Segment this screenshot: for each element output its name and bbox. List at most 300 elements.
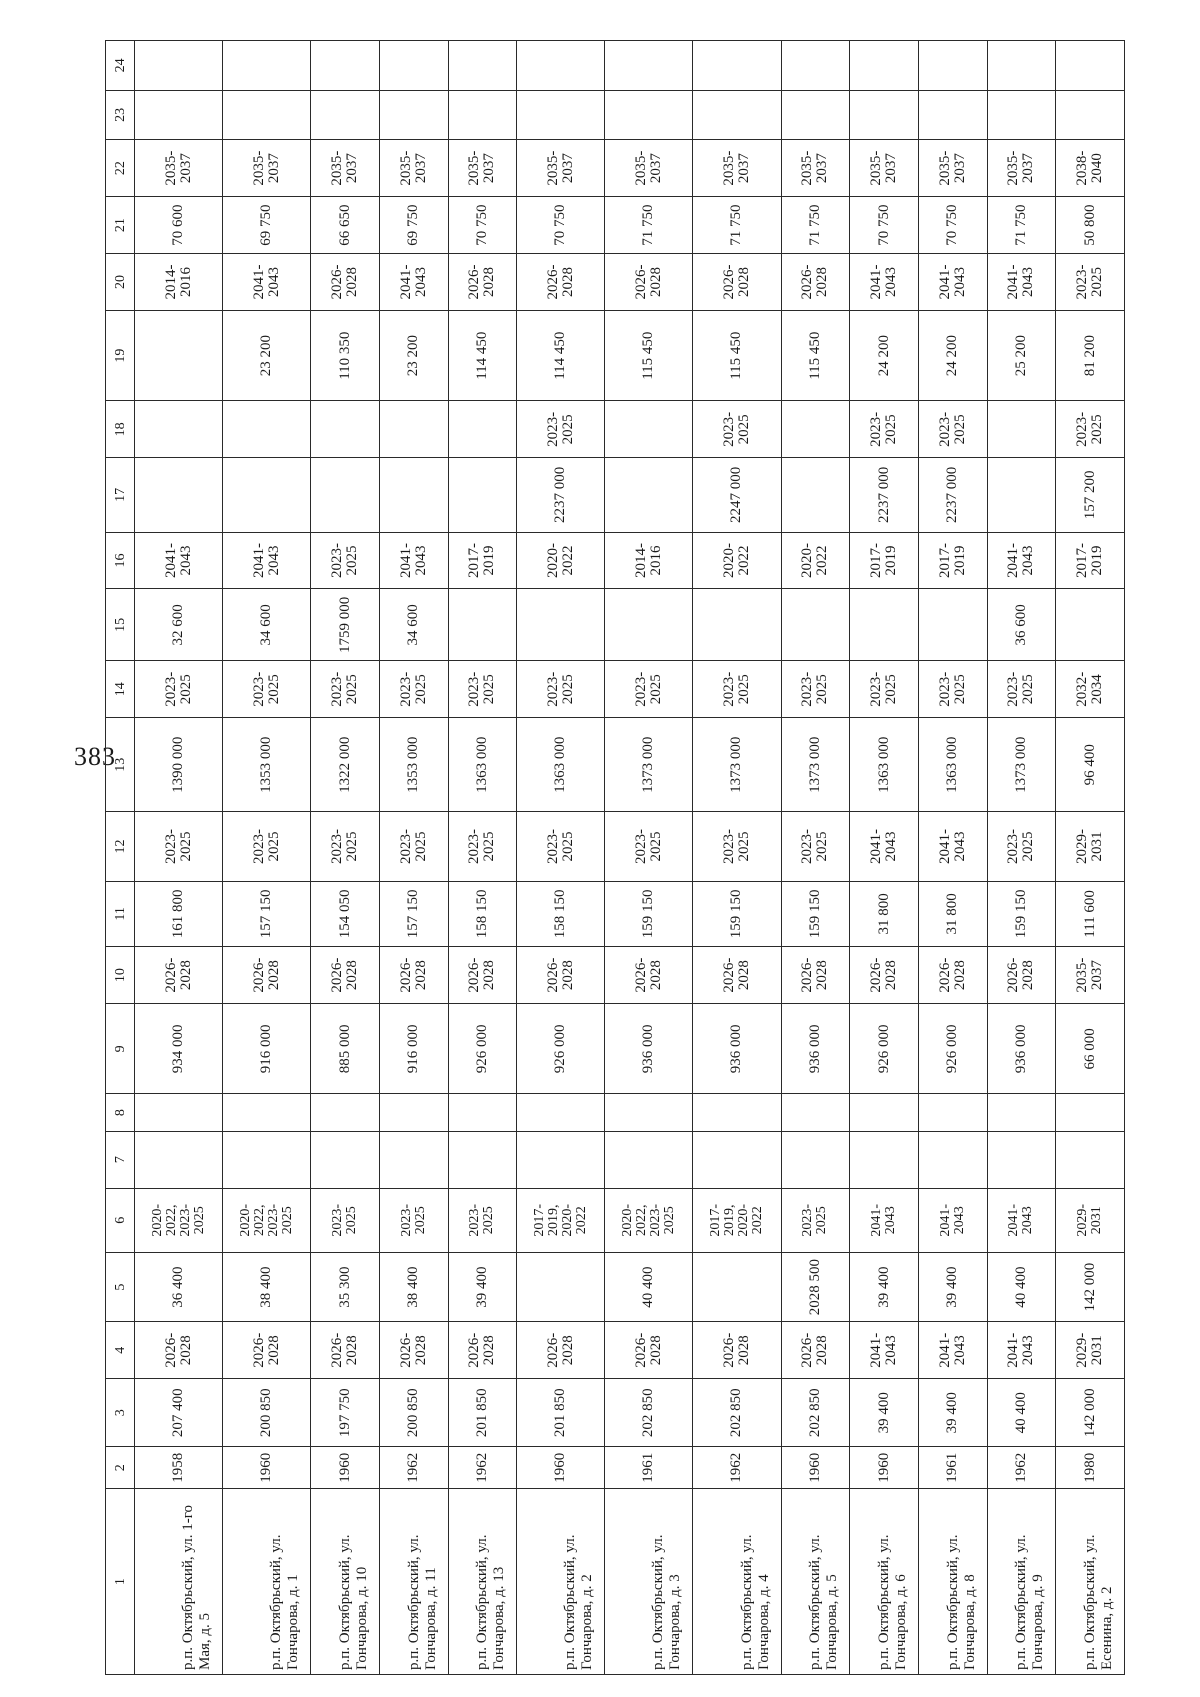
table-cell: 23 200 — [223, 310, 311, 400]
table-cell: 2017-2019 — [1056, 532, 1125, 589]
table-cell — [987, 1094, 1056, 1131]
table-cell: 142 000 — [1056, 1252, 1125, 1321]
table-cell: 1962 — [448, 1447, 517, 1489]
table-cell: 2041-2043 — [223, 532, 311, 589]
table-cell — [605, 1131, 693, 1188]
table-cell: 2023-2025 — [379, 661, 448, 718]
table-cell: 81 200 — [1056, 310, 1125, 400]
table-cell — [850, 589, 919, 661]
column-header-11: 11 — [106, 881, 135, 947]
table-cell: 2026-2028 — [379, 1322, 448, 1379]
table-cell: 2041-2043 — [918, 1322, 987, 1379]
table-cell: 24 200 — [850, 310, 919, 400]
table-cell: 2020-2022, 2023-2025 — [223, 1188, 311, 1252]
table-cell — [850, 90, 919, 140]
column-header-9: 9 — [106, 1004, 135, 1094]
table-cell: 2026-2028 — [448, 1322, 517, 1379]
table-cell: 1363 000 — [448, 718, 517, 812]
table-cell: 2026-2028 — [781, 947, 850, 1004]
table-row — [850, 41, 919, 1675]
table-cell: 2023-2025 — [850, 661, 919, 718]
table-cell: 2026-2028 — [850, 947, 919, 1004]
table-cell — [135, 41, 223, 91]
table-cell: 36 400 — [135, 1252, 223, 1321]
table-cell: 1962 — [693, 1447, 781, 1489]
column-header-21: 21 — [106, 197, 135, 254]
table-cell: 2023-2025 — [223, 661, 311, 718]
table-cell: 2026-2028 — [311, 254, 380, 311]
address-cell: р.п. Октябрьский, ул. Есенина, д. 2 — [1056, 1489, 1125, 1675]
table-cell — [693, 90, 781, 140]
address-cell: р.п. Октябрьский, ул. Гончарова, д. 10 — [311, 1489, 380, 1675]
table-cell: 2041-2043 — [379, 254, 448, 311]
table-cell: 2237 000 — [517, 458, 605, 532]
table-cell: 926 000 — [918, 1004, 987, 1094]
table-cell: 38 400 — [223, 1252, 311, 1321]
table-cell: 2035-2037 — [517, 140, 605, 197]
table-cell: 202 850 — [693, 1379, 781, 1447]
table-cell: 2026-2028 — [223, 947, 311, 1004]
table-cell: 2041-2043 — [987, 254, 1056, 311]
address-cell: р.п. Октябрьский, ул. Гончарова, д. 11 — [379, 1489, 448, 1675]
table-cell: 2023-2025 — [693, 401, 781, 458]
table-cell — [311, 458, 380, 532]
table-cell: 2023-2025 — [135, 661, 223, 718]
table-cell: 1962 — [379, 1447, 448, 1489]
column-header-14: 14 — [106, 661, 135, 718]
table-cell: 2023-2025 — [781, 1188, 850, 1252]
table-cell: 2026-2028 — [693, 947, 781, 1004]
table-cell: 2023-2025 — [605, 812, 693, 881]
table-cell — [605, 589, 693, 661]
table-cell: 40 400 — [987, 1379, 1056, 1447]
table-cell: 2023-2025 — [311, 1188, 380, 1252]
table-cell: 31 800 — [918, 881, 987, 947]
table-cell — [448, 589, 517, 661]
table-cell: 2023-2025 — [448, 661, 517, 718]
table-cell — [311, 41, 380, 91]
table-cell: 39 400 — [850, 1379, 919, 1447]
table-cell: 39 400 — [850, 1252, 919, 1321]
table-cell: 2041-2043 — [850, 254, 919, 311]
table-cell: 70 750 — [517, 197, 605, 254]
table-cell: 2023-2025 — [918, 661, 987, 718]
table-cell: 2026-2028 — [311, 947, 380, 1004]
table-cell — [693, 1094, 781, 1131]
table-cell — [987, 1131, 1056, 1188]
column-header-19: 19 — [106, 310, 135, 400]
table-cell: 2023-2025 — [781, 661, 850, 718]
table-cell: 2014-2016 — [605, 532, 693, 589]
table-cell: 2026-2028 — [987, 947, 1056, 1004]
table-cell: 70 750 — [918, 197, 987, 254]
table-cell: 2028 500 — [781, 1252, 850, 1321]
table-cell — [379, 90, 448, 140]
table-cell: 197 750 — [311, 1379, 380, 1447]
table-cell: 24 200 — [918, 310, 987, 400]
table-cell: 201 850 — [517, 1379, 605, 1447]
table-cell: 2029-2031 — [1056, 812, 1125, 881]
table-cell: 71 750 — [781, 197, 850, 254]
table-cell — [379, 41, 448, 91]
table-cell: 2041-2043 — [918, 1188, 987, 1252]
table-cell — [448, 41, 517, 91]
table-cell: 926 000 — [517, 1004, 605, 1094]
table-cell: 2023-2025 — [379, 812, 448, 881]
table-cell — [517, 41, 605, 91]
table-cell: 142 000 — [1056, 1379, 1125, 1447]
table-cell — [781, 589, 850, 661]
table-cell: 115 450 — [693, 310, 781, 400]
table-cell: 2026-2028 — [517, 947, 605, 1004]
address-cell: р.п. Октябрьский, ул. Гончарова, д. 13 — [448, 1489, 517, 1675]
table-cell: 202 850 — [605, 1379, 693, 1447]
table-row — [987, 41, 1056, 1675]
table-cell: 2023-2025 — [311, 812, 380, 881]
column-header-22: 22 — [106, 140, 135, 197]
table-cell: 2041-2043 — [850, 812, 919, 881]
table-cell: 936 000 — [987, 1004, 1056, 1094]
table-cell — [517, 589, 605, 661]
table-cell — [311, 90, 380, 140]
table-row — [918, 41, 987, 1675]
table-cell: 25 200 — [987, 310, 1056, 400]
table-cell: 2041-2043 — [918, 254, 987, 311]
table-cell: 2023-2025 — [311, 532, 380, 589]
table-cell: 23 200 — [379, 310, 448, 400]
column-header-16: 16 — [106, 532, 135, 589]
table-cell: 2035-2037 — [135, 140, 223, 197]
table-cell: 2026-2028 — [693, 254, 781, 311]
table-cell: 71 750 — [693, 197, 781, 254]
table-cell — [605, 458, 693, 532]
table-cell: 71 750 — [987, 197, 1056, 254]
table-cell: 32 600 — [135, 589, 223, 661]
table-cell: 2023-2025 — [517, 661, 605, 718]
address-cell: р.п. Октябрьский, ул. Гончарова, д. 1 — [223, 1489, 311, 1675]
table-cell — [781, 458, 850, 532]
table-cell: 1373 000 — [781, 718, 850, 812]
table-cell: 2020-2022 — [693, 532, 781, 589]
table-cell: 2237 000 — [850, 458, 919, 532]
table-cell: 2023-2025 — [517, 812, 605, 881]
table-cell: 201 850 — [448, 1379, 517, 1447]
table-cell: 2017-2019, 2020-2022 — [517, 1188, 605, 1252]
column-header-15: 15 — [106, 589, 135, 661]
table-cell: 114 450 — [517, 310, 605, 400]
table-cell — [311, 401, 380, 458]
table-row — [517, 41, 605, 1675]
table-cell: 2023-2025 — [693, 661, 781, 718]
table-cell: 2026-2028 — [448, 254, 517, 311]
table-cell: 2017-2019 — [918, 532, 987, 589]
table-row — [605, 41, 693, 1675]
table-cell: 2041-2043 — [223, 254, 311, 311]
table-cell — [781, 1094, 850, 1131]
table-cell: 2035-2037 — [311, 140, 380, 197]
table-cell: 2035-2037 — [987, 140, 1056, 197]
table-cell — [311, 1094, 380, 1131]
table-cell: 39 400 — [918, 1379, 987, 1447]
table-cell — [781, 41, 850, 91]
table-cell: 159 150 — [781, 881, 850, 947]
table-cell: 2038-2040 — [1056, 140, 1125, 197]
table-cell: 936 000 — [605, 1004, 693, 1094]
table-cell: 2035-2037 — [605, 140, 693, 197]
table-cell: 2041-2043 — [987, 1188, 1056, 1252]
table-header-row — [106, 41, 135, 1675]
table-cell: 1759 000 — [311, 589, 380, 661]
table-cell: 2026-2028 — [379, 947, 448, 1004]
table-cell: 39 400 — [918, 1252, 987, 1321]
table-cell: 2035-2037 — [693, 140, 781, 197]
table-cell: 2035-2037 — [918, 140, 987, 197]
table-cell: 2026-2028 — [781, 254, 850, 311]
table-cell — [135, 401, 223, 458]
table-cell: 40 400 — [987, 1252, 1056, 1321]
table-cell — [223, 401, 311, 458]
table-cell: 2023-2025 — [1056, 254, 1125, 311]
table-cell — [918, 1131, 987, 1188]
table-cell: 38 400 — [379, 1252, 448, 1321]
table-cell: 1980 — [1056, 1447, 1125, 1489]
table-row — [781, 41, 850, 1675]
table-cell — [379, 401, 448, 458]
table-cell — [448, 90, 517, 140]
table-cell: 2026-2028 — [605, 1322, 693, 1379]
table-cell: 2026-2028 — [311, 1322, 380, 1379]
table-cell: 2026-2028 — [135, 947, 223, 1004]
table-cell — [693, 1252, 781, 1321]
table-cell: 96 400 — [1056, 718, 1125, 812]
table-cell — [379, 1131, 448, 1188]
table-cell: 157 150 — [379, 881, 448, 947]
table-cell: 2020-2022 — [781, 532, 850, 589]
table-cell — [517, 90, 605, 140]
page-number: 383 — [74, 742, 116, 771]
column-header-1: 1 — [106, 1489, 135, 1675]
table-cell: 35 300 — [311, 1252, 380, 1321]
table-cell: 2023-2025 — [850, 401, 919, 458]
table-cell — [781, 1131, 850, 1188]
table-cell: 2023-2025 — [448, 812, 517, 881]
table-cell: 2023-2025 — [223, 812, 311, 881]
table-cell — [918, 1094, 987, 1131]
table-cell: 1373 000 — [693, 718, 781, 812]
table-cell: 2020-2022, 2023-2025 — [135, 1188, 223, 1252]
table-cell: 2041-2043 — [135, 532, 223, 589]
table-cell: 2041-2043 — [987, 532, 1056, 589]
table-cell: 926 000 — [850, 1004, 919, 1094]
table-cell: 2026-2028 — [781, 1322, 850, 1379]
column-header-8: 8 — [106, 1094, 135, 1131]
table-cell — [918, 90, 987, 140]
table-cell: 2029-2031 — [1056, 1188, 1125, 1252]
table-cell: 115 450 — [605, 310, 693, 400]
column-header-4: 4 — [106, 1322, 135, 1379]
table-cell: 2023-2025 — [379, 1188, 448, 1252]
column-header-7: 7 — [106, 1131, 135, 1188]
column-header-6: 6 — [106, 1188, 135, 1252]
table-cell — [693, 1131, 781, 1188]
table-cell: 916 000 — [379, 1004, 448, 1094]
table-cell — [693, 589, 781, 661]
table-cell — [223, 1094, 311, 1131]
column-header-5: 5 — [106, 1252, 135, 1321]
address-cell: р.п. Октябрьский, ул. Гончарова, д. 8 — [918, 1489, 987, 1675]
table-cell: 161 800 — [135, 881, 223, 947]
table-cell: 111 600 — [1056, 881, 1125, 947]
table-cell: 936 000 — [693, 1004, 781, 1094]
table-cell: 2035-2037 — [379, 140, 448, 197]
column-header-10: 10 — [106, 947, 135, 1004]
table-cell — [223, 458, 311, 532]
table-cell — [1056, 41, 1125, 91]
column-header-18: 18 — [106, 401, 135, 458]
table-cell: 1373 000 — [987, 718, 1056, 812]
table-cell — [311, 1131, 380, 1188]
table-cell — [693, 41, 781, 91]
table-cell: 2017-2019 — [448, 532, 517, 589]
table-cell: 2026-2028 — [135, 1322, 223, 1379]
rotated-table-frame — [105, 40, 1125, 1675]
table-cell: 926 000 — [448, 1004, 517, 1094]
table-cell: 2023-2025 — [781, 812, 850, 881]
table-cell: 70 600 — [135, 197, 223, 254]
table-cell — [448, 401, 517, 458]
table-cell: 31 800 — [850, 881, 919, 947]
table-cell: 69 750 — [379, 197, 448, 254]
table-cell — [517, 1252, 605, 1321]
table-cell: 916 000 — [223, 1004, 311, 1094]
table-row — [1056, 41, 1125, 1675]
column-header-24: 24 — [106, 41, 135, 91]
table-cell — [987, 401, 1056, 458]
table-cell: 2026-2028 — [517, 1322, 605, 1379]
table-cell: 66 000 — [1056, 1004, 1125, 1094]
table-cell — [135, 310, 223, 400]
table-cell — [223, 1131, 311, 1188]
table-cell — [1056, 90, 1125, 140]
table-cell: 934 000 — [135, 1004, 223, 1094]
table-cell — [781, 401, 850, 458]
table-cell: 207 400 — [135, 1379, 223, 1447]
table-cell: 2247 000 — [693, 458, 781, 532]
table-cell: 2023-2025 — [448, 1188, 517, 1252]
table-cell — [987, 90, 1056, 140]
table-cell: 2026-2028 — [605, 947, 693, 1004]
table-cell: 202 850 — [781, 1379, 850, 1447]
address-cell: р.п. Октябрьский, ул. Гончарова, д. 2 — [517, 1489, 605, 1675]
table-cell: 1373 000 — [605, 718, 693, 812]
table-cell: 1960 — [781, 1447, 850, 1489]
table-cell: 34 600 — [223, 589, 311, 661]
table-cell — [605, 1094, 693, 1131]
table-cell — [223, 90, 311, 140]
table-row — [311, 41, 380, 1675]
table-cell: 2035-2037 — [1056, 947, 1125, 1004]
table-cell: 2026-2028 — [918, 947, 987, 1004]
table-cell: 2020-2022, 2023-2025 — [605, 1188, 693, 1252]
address-cell: р.п. Октябрьский, ул. Гончарова, д. 6 — [850, 1489, 919, 1675]
table-cell: 2041-2043 — [918, 812, 987, 881]
table-cell: 110 350 — [311, 310, 380, 400]
table-row — [135, 41, 223, 1675]
table-cell: 66 650 — [311, 197, 380, 254]
table-cell: 1353 000 — [379, 718, 448, 812]
column-header-2: 2 — [106, 1447, 135, 1489]
table-cell: 2041-2043 — [850, 1188, 919, 1252]
table-cell: 159 150 — [605, 881, 693, 947]
table-body — [135, 41, 1125, 1675]
table-cell: 1962 — [987, 1447, 1056, 1489]
table-cell: 40 400 — [605, 1252, 693, 1321]
table-cell: 2026-2028 — [605, 254, 693, 311]
table-cell: 114 450 — [448, 310, 517, 400]
table-cell — [448, 1094, 517, 1131]
table-cell — [918, 41, 987, 91]
table-cell: 2026-2028 — [448, 947, 517, 1004]
address-cell: р.п. Октябрьский, ул. Гончарова, д. 4 — [693, 1489, 781, 1675]
table-cell — [517, 1131, 605, 1188]
table-cell — [517, 1094, 605, 1131]
table-cell: 1363 000 — [918, 718, 987, 812]
table-cell: 71 750 — [605, 197, 693, 254]
table-cell: 158 150 — [517, 881, 605, 947]
table-cell: 157 200 — [1056, 458, 1125, 532]
table-cell — [135, 458, 223, 532]
table-cell — [605, 401, 693, 458]
table-cell: 70 750 — [448, 197, 517, 254]
table-cell: 2237 000 — [918, 458, 987, 532]
address-cell: р.п. Октябрьский, ул. 1-го Мая, д. 5 — [135, 1489, 223, 1675]
table-cell — [918, 589, 987, 661]
table-cell — [850, 1094, 919, 1131]
table-cell: 2023-2025 — [918, 401, 987, 458]
table-cell: 1961 — [605, 1447, 693, 1489]
column-header-12: 12 — [106, 812, 135, 881]
table-cell: 2017-2019 — [850, 532, 919, 589]
table-cell: 1958 — [135, 1447, 223, 1489]
table-cell: 1960 — [223, 1447, 311, 1489]
table-cell — [781, 90, 850, 140]
column-header-13: 13 — [106, 718, 135, 812]
table-cell: 2035-2037 — [781, 140, 850, 197]
table-cell: 69 750 — [223, 197, 311, 254]
table-cell: 2026-2028 — [223, 1322, 311, 1379]
table-cell — [448, 1131, 517, 1188]
table-cell: 2026-2028 — [693, 1322, 781, 1379]
table-cell: 1961 — [918, 1447, 987, 1489]
table-cell: 936 000 — [781, 1004, 850, 1094]
table-cell: 1390 000 — [135, 718, 223, 812]
table-cell: 2032-2034 — [1056, 661, 1125, 718]
table-cell: 115 450 — [781, 310, 850, 400]
table-cell: 1363 000 — [517, 718, 605, 812]
table-cell: 200 850 — [223, 1379, 311, 1447]
address-cell: р.п. Октябрьский, ул. Гончарова, д. 3 — [605, 1489, 693, 1675]
table-cell: 158 150 — [448, 881, 517, 947]
table-cell — [1056, 1094, 1125, 1131]
table-cell — [987, 41, 1056, 91]
table-cell: 2035-2037 — [223, 140, 311, 197]
table-cell — [135, 90, 223, 140]
table-cell: 2041-2043 — [850, 1322, 919, 1379]
table-cell: 2023-2025 — [693, 812, 781, 881]
table-cell: 70 750 — [850, 197, 919, 254]
table-cell: 2023-2025 — [605, 661, 693, 718]
table-cell: 36 600 — [987, 589, 1056, 661]
